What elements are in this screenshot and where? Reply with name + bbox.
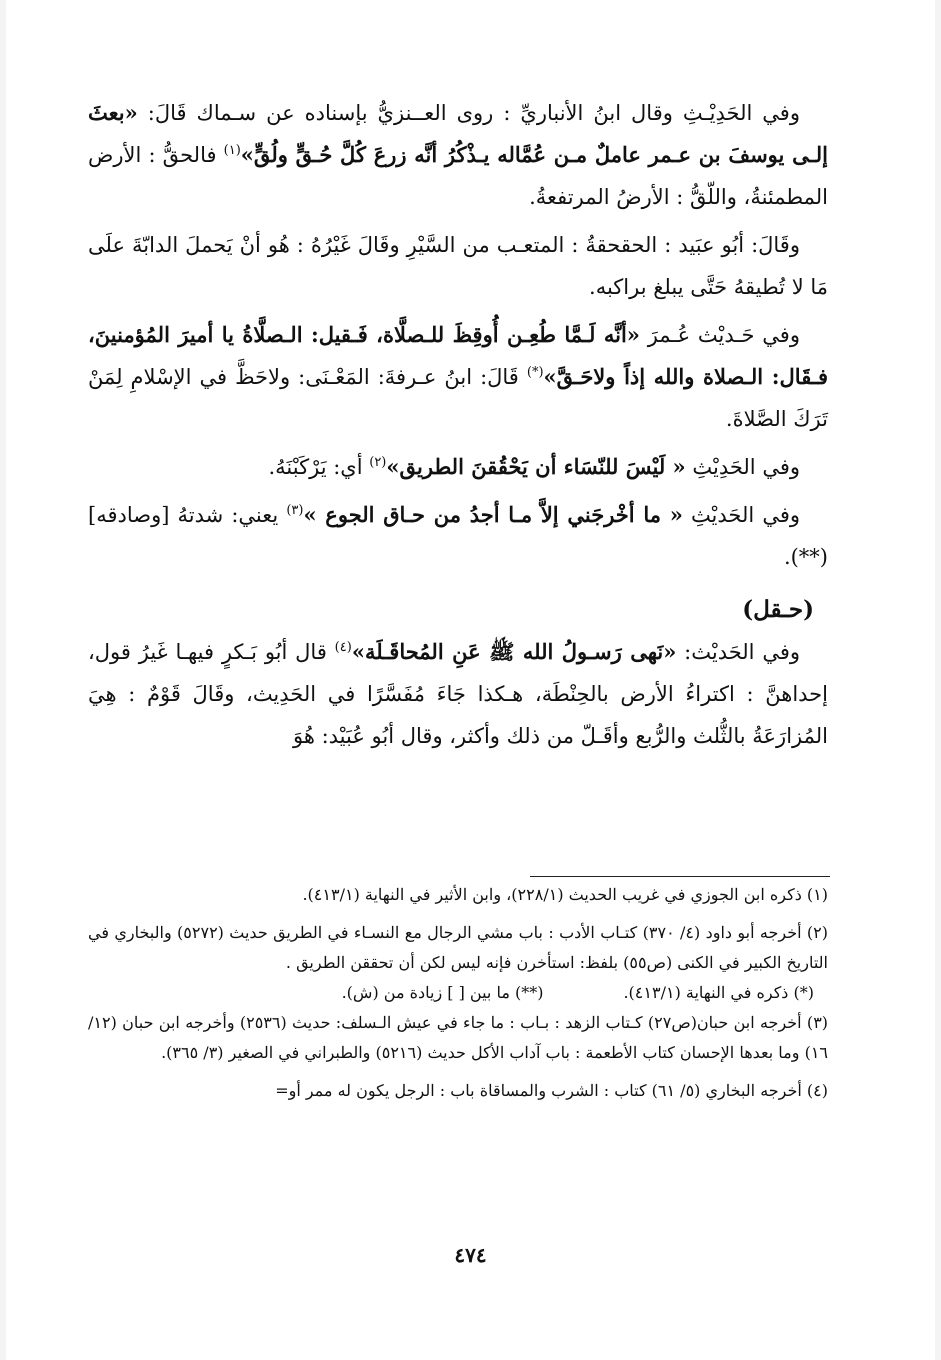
paragraph-text: وفي الحَديْثِ: [682, 503, 800, 527]
quoted-hadith: «بعثَ إلـى يوسفَ بن عـمر عاملٌ مـن عُمَّاله يـذْكُرُ أنَّه زرعَ كُلَّ حُـقٍّ ولُقٍّ»: [88, 100, 828, 167]
paragraph-p4: [88, 446, 828, 488]
main-text: [88, 92, 828, 763]
page-edge-left: [0, 0, 6, 1360]
footnote-2: (٢) أخرجه أبو داود (٤/ ٣٧٠) كتـاب الأدب : باب مشي الرجال مع النسـاء في الطريق حديث (٥٢٧٢) والبخاري في التاريخ الكبير في الكنى (ص٥٥) بلفظ: استأخرن فإنه ليس لكن أن تحققن الطريق .: [88, 923, 828, 972]
paragraph-text: قَالَ: ابنُ عـرفةَ: المَعْـنَى: ولاحَظَّ في الإسْلامِ لِمَنْ تَرَكَ الصَّلاةَ.: [88, 365, 828, 431]
footnote-separator: [530, 876, 830, 877]
paragraph-p2: [88, 224, 828, 308]
footnote-marker: (٤): [334, 640, 352, 655]
page-edge-right: [935, 0, 941, 1360]
footnote-1: (١) ذكره ابن الجوزي في غريب الحديث (٢٢٨/١)، وابن الأثير في النهاية (٤١٣/١).: [302, 885, 828, 904]
paragraph-text: وفي الحَدِيْـثِ وقال ابنُ الأنباريِّ : روى العــنزيُّ بإسناده عن سـماك قَالَ:: [137, 101, 800, 125]
paragraph-text: وقَالَ: أبُو عبَيد : الحقحقةُ : المتعـب من السَّيْرِ وقَالَ غَيْرُهُ : هُو أنْ يَحملَ الدابّةَ علَى مَا لا تُطيقهُ حَتَّى يبلغ براكبه.: [88, 233, 828, 299]
footnote-4: (٤) أخرجه البخاري (٥/ ٦١) كتاب : الشرب والمساقاة باب : الرجل يكون له ممر أو=: [275, 1081, 828, 1100]
quoted-hadith: «أنَّه لَـمَّا طُعِـن أُوقِظَ للـصلَّاة، فَـقيل: الـصلَّاةُ يا أميرَ المُؤمنينَ، فـقَال: الـصلاة والله إذاً ولاحَـقَّ»: [88, 322, 829, 389]
paragraph-text: قال أبُو بَـكرٍ فيهـا غَيرُ قول، إحداهنَّ : اكتراءُ الأرض بالحِنْطَة، هـكذا جَاءَ مُفَسَّرًا في الحَدِيث، وقَالَ قَوْمٌ : هِيَ المُزارَعَةُ بالثُّلث والرُّبع وأقَـلّ من ذلك وأكثر، وقال أبُو عُبَيْد: هُوَ: [88, 640, 828, 748]
quoted-hadith: « لَيْسَ للنّسَاء أن يَحْقُقنَ الطريق»: [386, 454, 686, 479]
quoted-hadith: «نَهى رَسـولُ الله ﷺ عَنِ المُحاقَـلَة»: [351, 639, 677, 664]
footnote-star-row: [88, 978, 828, 1008]
paragraph-text: يعني: شدتهُ [وصادقه](**).: [88, 503, 828, 569]
footnote-marker: (*): [526, 365, 544, 380]
section-heading: (حـقل): [742, 596, 814, 623]
footnote-star: (*) ذكره في النهاية (٤١٣/١).: [623, 983, 814, 1002]
footnote-3: (٣) أخرجه ابن حبان(ص٢٧) كـتاب الزهد : بـاب : ما جاء في عيش الـسلف: حديث (٢٥٣٦) وأخرجه ابن حبان (١٢/ ١٦) وما بعدها الإحسان كتاب الأطعمة : باب آداب الأكل حديث (٥٢١٦) والطبراني في الصغير (٣/ ٣٦٥).: [88, 1013, 829, 1062]
paragraph-p5: [88, 494, 828, 578]
paragraph-p6: [88, 631, 828, 757]
paragraph-text: فالحقُّ : الأرض المطمئنةُ، واللّقُّ : الأرضُ المرتفعةُ.: [88, 143, 828, 209]
paragraph-text: وفي الحَدِيْثِ: [685, 455, 800, 479]
footnotes: [88, 880, 828, 1106]
paragraph-p1: [88, 92, 828, 218]
footnote-double-star: (**) ما بين [ ] زيادة من (ش).: [341, 983, 544, 1002]
footnote-marker: (٣): [286, 503, 304, 518]
page-number: ٤٧٤: [454, 1243, 487, 1267]
footnote-marker: (١): [223, 143, 241, 158]
paragraph-text: وفي الحَديْث:: [676, 640, 801, 664]
paragraph-text: وفي حَـديْث عُـمرَ: [639, 323, 800, 347]
quoted-hadith: « ما أخْرجَني إلاَّ مـا أجدُ من حـاق الجوع »: [303, 502, 683, 527]
paragraph-text: أي: يَرْكَبْنَهُ.: [268, 455, 370, 479]
paragraph-p3: [88, 314, 828, 440]
footnote-marker: (٢): [369, 455, 387, 470]
